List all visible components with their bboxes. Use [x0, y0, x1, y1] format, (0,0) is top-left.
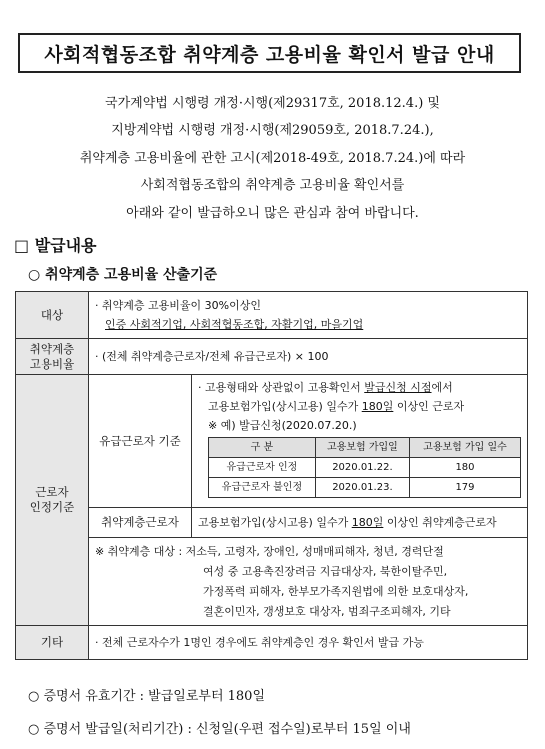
example-cell: 2020.01.22. — [315, 458, 409, 478]
vuln-text: 고용보험가입(상시고용) 일수가 — [198, 516, 352, 529]
vulnerable-groups-note — [89, 538, 528, 626]
intro-line: 취약계층 고용비율에 관한 고시(제2018-49호, 2018.7.24.)에 따라 — [79, 150, 466, 166]
target-row — [16, 292, 528, 339]
target-label: 대상 — [16, 292, 89, 339]
paid-text-underlined: 발급신청 시점 — [364, 381, 432, 394]
paid-worker-row — [16, 375, 528, 508]
vulnerable-note-row — [16, 538, 528, 626]
ratio-formula: · (전체 취약계층근로자/전체 유급근로자) × 100 — [89, 339, 528, 375]
paid-text: 고용보험가입(상시고용) 일수가 — [208, 400, 362, 413]
example-header: 구 분 — [209, 438, 316, 458]
note-line: 여성 중 고용촉진장려금 지급대상자, 북한이탈주민, — [203, 564, 448, 578]
vuln-text-underlined: 180일 — [351, 516, 384, 529]
vuln-text: 이상인 취약계층근로자 — [383, 516, 497, 529]
example-cell: 179 — [409, 478, 520, 498]
subsection-heading: ○ 취약계층 고용비율 산출기준 — [28, 267, 218, 283]
processing-period: ○ 증명서 발급일(처리기간) : 신청일(우편 접수일)로부터 15일 이내 — [28, 722, 411, 737]
example-row — [209, 458, 521, 478]
note-line: 가정폭력 피해자, 한부모가족지원법에 의한 보호대상자, — [203, 584, 469, 598]
example-cell: 2020.01.23. — [315, 478, 409, 498]
ratio-row — [16, 339, 528, 375]
validity-period: ○ 증명서 유효기간 : 발급일로부터 180일 — [28, 689, 266, 704]
vulnerable-worker-criteria — [192, 508, 528, 538]
criteria-table — [15, 291, 528, 660]
target-entities: 인증 사회적기업, 사회적협동조합, 자활기업, 마을기업 — [105, 318, 364, 331]
target-line: · 취약계층 고용비율이 30%이상인 — [95, 299, 261, 312]
etc-row — [16, 626, 528, 660]
paid-text: 이상인 근로자 — [393, 400, 465, 413]
worker-label-line: 인정기준 — [29, 500, 75, 514]
example-cell: 180 — [409, 458, 520, 478]
example-header: 고용보험 가입일 — [315, 438, 409, 458]
page-title: 사회적협동조합 취약계층 고용비율 확인서 발급 안내 — [18, 33, 521, 73]
intro-line: 지방계약법 시행령 개정·시행(제29059호, 2018.7.24.), — [111, 123, 434, 139]
example-header-row — [209, 438, 521, 458]
intro-line: 사회적협동조합의 취약계층 고용비율 확인서를 — [140, 178, 405, 194]
example-cell: 유급근로자 인정 — [209, 458, 316, 478]
example-note: ※ 예) 발급신청(2020.07.20.) — [208, 419, 357, 432]
intro-line: 국가계약법 시행령 개정·시행(제29317호, 2018.12.4.) 및 — [105, 96, 440, 111]
worker-label-line: 근로자 — [35, 485, 69, 499]
target-cell — [89, 292, 528, 339]
note-line: ※ 취약계층 대상 : 저소득, 고령자, 장애인, 성매매피해자, 청년, 경력단절 — [95, 544, 444, 558]
ratio-label-line: 고용비율 — [29, 356, 75, 371]
paid-worker-label: 유급근로자 기준 — [89, 375, 192, 508]
example-header: 고용보험 가입 일수 — [409, 438, 520, 458]
example-cell: 유급근로자 불인정 — [209, 478, 316, 498]
etc-text: · 전체 근로자수가 1명인 경우에도 취약계층인 경우 확인서 발급 가능 — [89, 626, 528, 660]
note-line: 결혼이민자, 갱생보호 대상자, 범죄구조피해자, 기타 — [203, 604, 451, 618]
ratio-label-line: 취약계층 — [29, 341, 75, 356]
paid-text: · 고용형태와 상관없이 고용확인서 — [198, 381, 365, 394]
ratio-label — [16, 339, 89, 375]
intro-line: 아래와 같이 발급하오니 많은 관심과 참여 바랍니다. — [126, 205, 419, 221]
example-table — [208, 437, 521, 498]
etc-label: 기타 — [16, 626, 89, 660]
intro-paragraph — [10, 90, 535, 227]
paid-text: 에서 — [431, 381, 453, 394]
paid-text-underlined: 180일 — [361, 400, 394, 413]
example-row — [209, 478, 521, 498]
section-heading: □ 발급내용 — [14, 236, 97, 255]
vulnerable-worker-row — [16, 508, 528, 538]
worker-criteria-label — [16, 375, 89, 626]
paid-worker-criteria — [192, 375, 528, 508]
vulnerable-worker-label: 취약계층근로자 — [89, 508, 192, 538]
